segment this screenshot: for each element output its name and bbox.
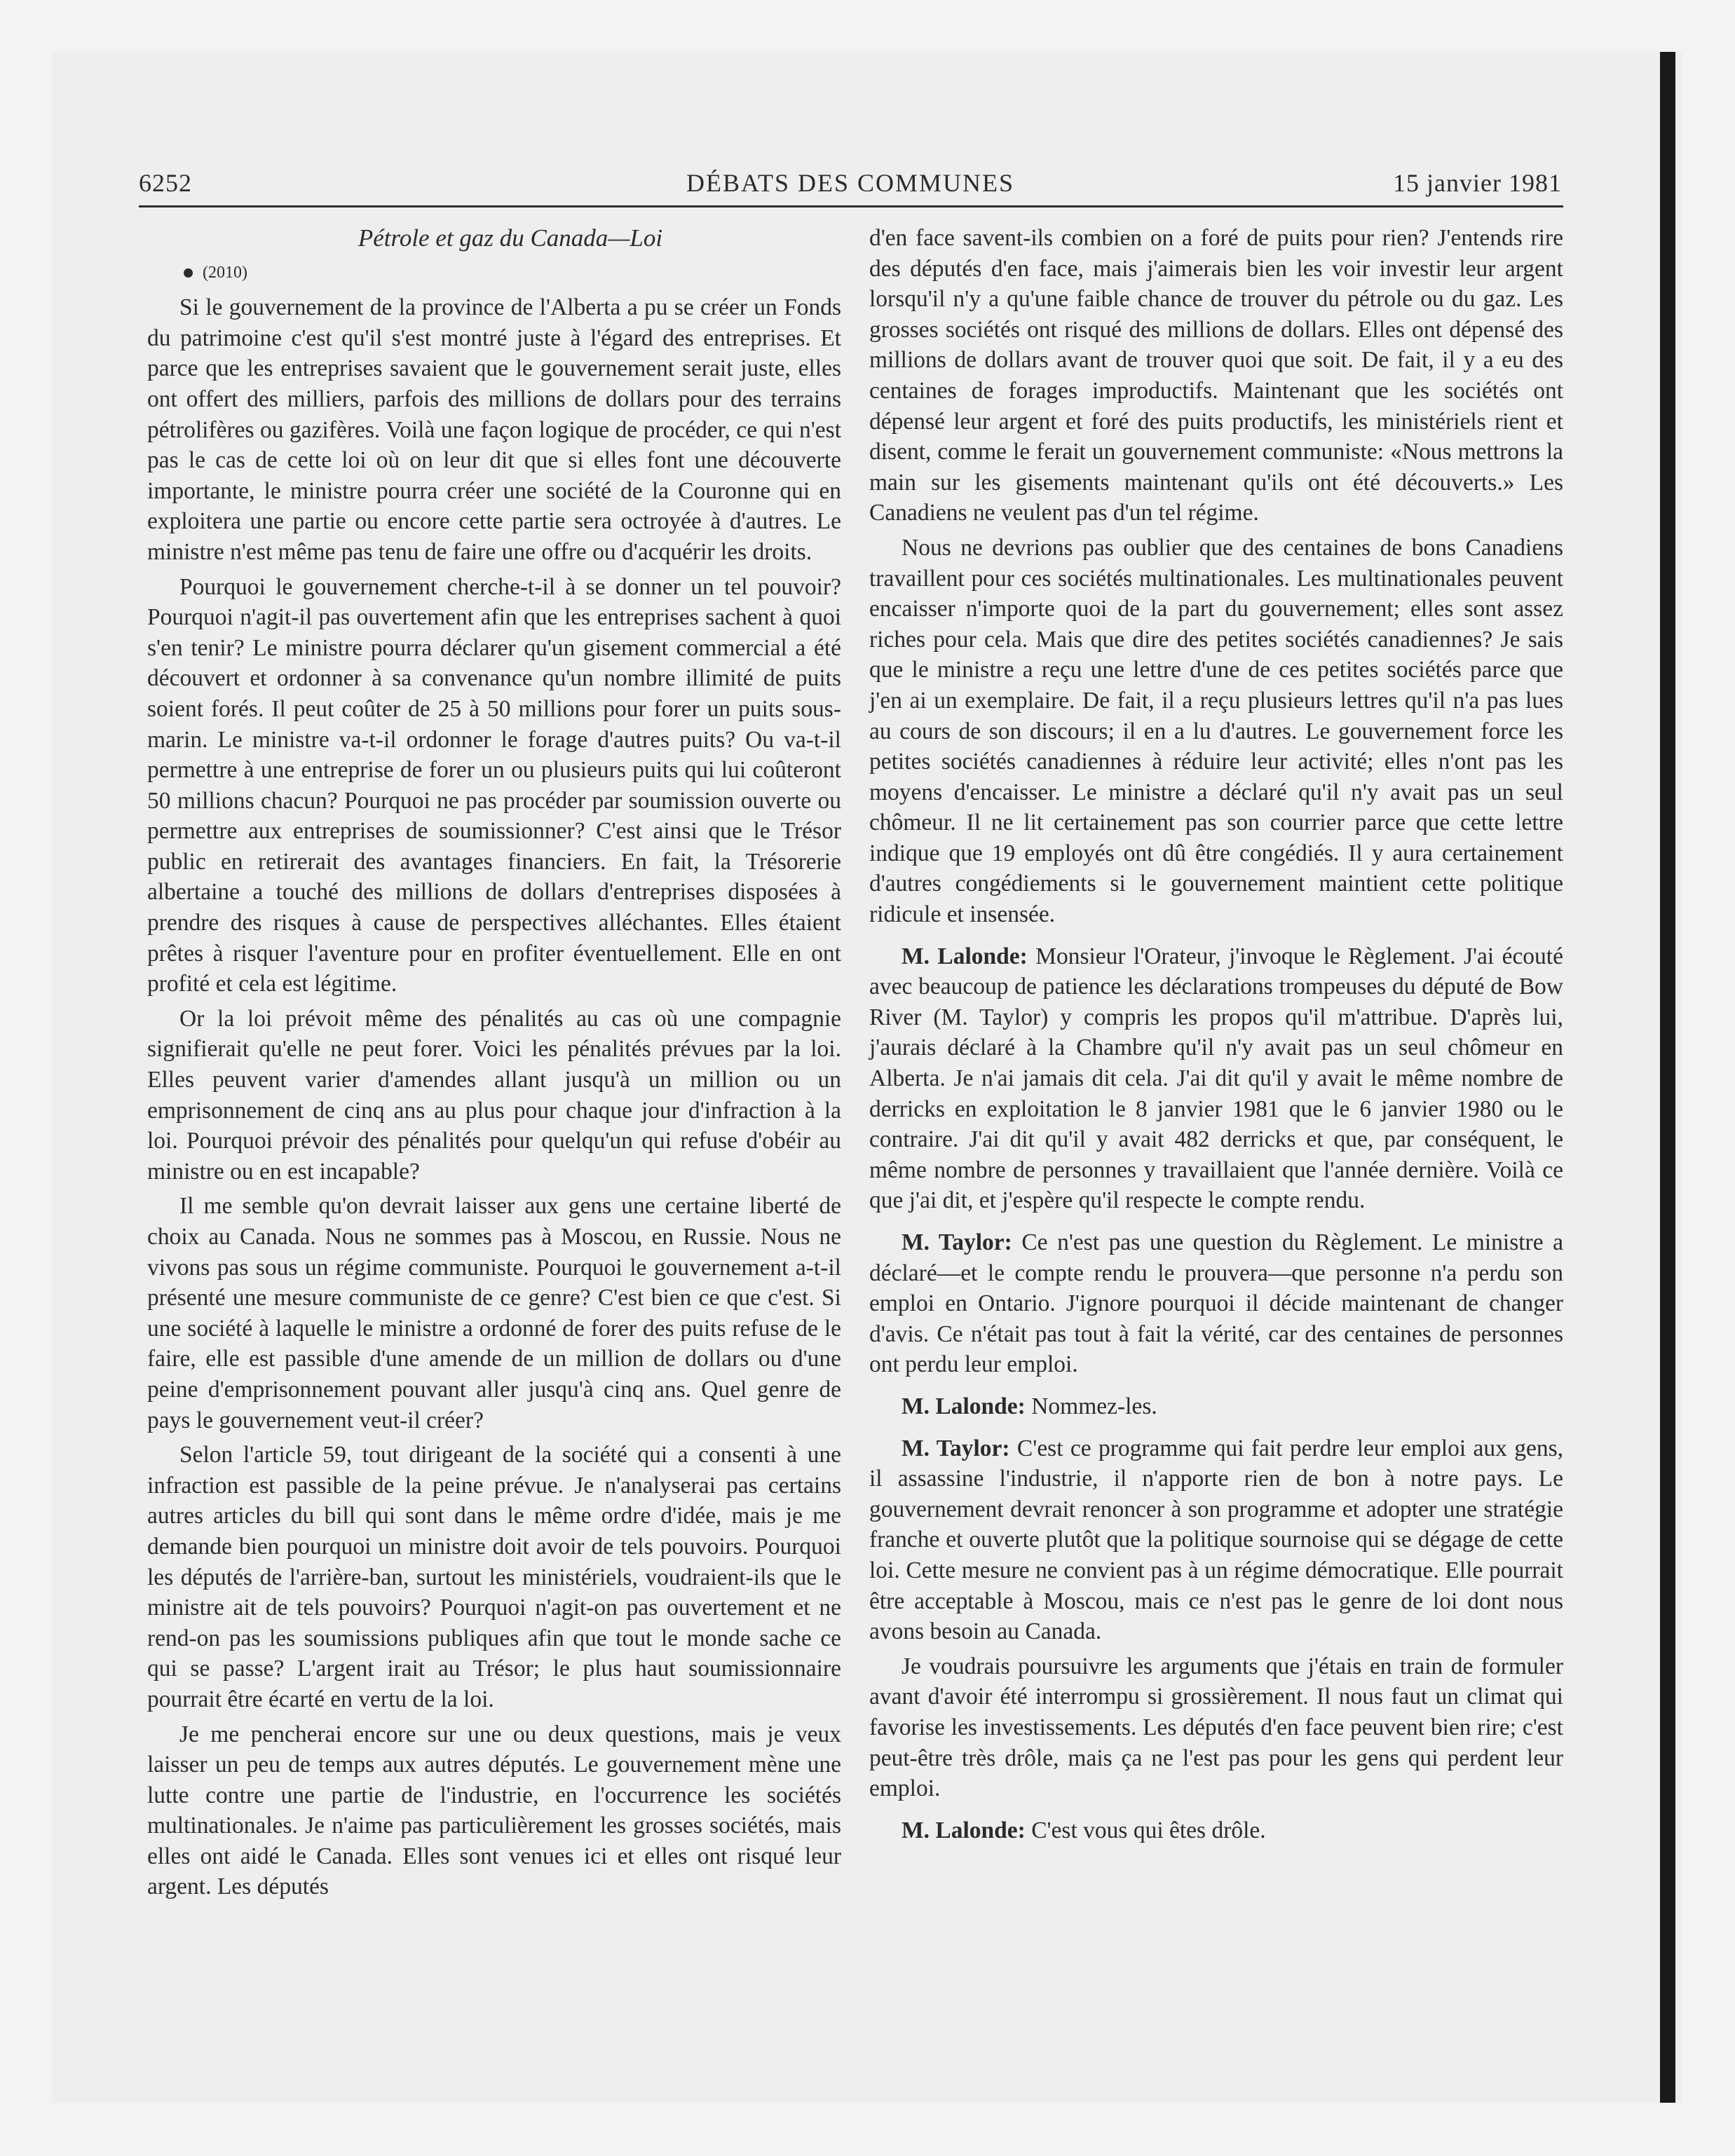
paragraph-continuation: d'en face savent-ils combien on a foré de puits pour rien? J'entends rire des députés d'en face, mais j'aimerais bien les voir investir leur argent lorsqu'il n'y a qu'une faible chance de trouver du pétrole ou du gaz. Les grosses sociétés ont risqué des millions de dollars. Elles ont dépensé des millions de dollars avant de trouver quoi que soit. De fait, il y a eu des centaines de forages improductifs. Maintenant que les sociétés ont dépensé leur argent et foré des puits productifs, les ministériels rient et disent, comme le ferait un gouvernement communiste: «Nous mettrons la main sur les gisements maintenant qu'ils ont été découverts.» Les Canadiens ne veulent pas d'un tel régime.: [869, 225, 1563, 526]
speaker-name: M. Lalonde:: [901, 943, 1028, 969]
header-rule: [139, 205, 1563, 207]
speaker-name: M. Taylor:: [901, 1435, 1010, 1461]
publication-title: DÉBATS DES COMMUNES: [686, 169, 1015, 197]
time-marker-text: (2010): [203, 263, 247, 282]
bullet-icon: [184, 268, 193, 278]
speech-text: Ce n'est pas une question du Règlement. Le ministre a déclaré—et le compte rendu le prouvera—que personne n'a perdu son emploi en Ontario. J'ignore pourquoi il décide maintenant de changer d'avis. Ce n'était pas tout à fait la vérité, car des centaines de personnes ont perdu leur emploi.: [869, 1229, 1563, 1378]
publication-date: 15 janvier 1981: [1393, 169, 1562, 197]
left-column: [147, 223, 841, 1906]
paragraph: Il me semble qu'on devrait laisser aux gens une certaine liberté de choix au Canada. Nous ne sommes pas à Moscou, en Russie. Nous ne vivons pas sous un régime communiste. Pourquoi le gouvernement a-t-il présenté une mesure communiste de ce genre? C'est bien ce que c'est. Si une société à laquelle le ministre a ordonné de forer des puits refuse de le faire, elle est passible d'une amende de un million de dollars ou d'une peine d'emprisonnement pouvant aller jusqu'à cinq ans. Quel genre de pays le gouvernement veut-il créer?: [147, 1193, 841, 1433]
paragraph: Pourquoi le gouvernement cherche-t-il à se donner un tel pouvoir? Pourquoi n'agit-il pas ouvertement afin que les entreprises sachent à quoi s'en tenir? Le ministre pourra déclarer qu'un gisement commercial a été découvert et ordonner à sa convenance qu'un nombre illimité de puits soient forés. Il peut coûter de 25 à 50 millions pour forer un puits sous-marin. Le ministre va-t-il ordonner le forage d'autres puits? Ou va-t-il permettre à une entreprise de forer un ou plusieurs puits qui lui coûteront 50 millions chacun? Pourquoi ne pas procéder par soumission ouverte ou permettre aux entreprises de soumissionner? C'est ainsi que le Trésor public en retirerait des avantages financiers. En fait, la Trésorerie albertaine a touché des millions de dollars d'entreprises disposées à prendre des risques à cause de perspectives alléchantes. Elles étaient prêtes à risquer l'aventure pour en profiter éventuellement. Elle en ont profité et cela est légitime.: [147, 573, 841, 997]
speech: [869, 1227, 1563, 1380]
speech-text: Monsieur l'Orateur, j'invoque le Règlement. J'ai écouté avec beaucoup de patience les déclarations trompeuses du député de Bow River (M. Taylor) y compris les propos qu'il m'attribue. D'après lui, j'aurais déclaré à la Chambre qu'il n'y avait pas un seul chômeur en Alberta. Je n'ai jamais dit cela. J'ai dit qu'il y avait le même nombre de derricks en exploitation le 8 janvier 1981 que le 6 janvier 1980 ou le contraire. J'ai dit qu'il y avait 482 derricks et que, par conséquent, le même nombre de personnes y travaillaient que l'année dernière. Voilà ce que j'ai dit, et j'espère qu'il respecte le compte rendu.: [869, 943, 1563, 1214]
page-header: [139, 168, 1562, 203]
time-marker: [147, 258, 841, 289]
paragraph: Si le gouvernement de la province de l'Alberta a pu se créer un Fonds du patrimoine c'est qu'il s'est montré juste à l'égard des entreprises. Et parce que les entreprises savaient que le gouvernement serait juste, elles ont offert des milliers, parfois des millions de dollars pour des terrains pétrolifères ou gazifères. Voilà une façon logique de procéder, ce qui n'est pas le cas de cette loi où on leur dit que si elles font une découverte importante, le ministre pourra créer une société de la Couronne qui en exploitera une partie ou encore cette partie sera octroyée à d'autres. Le ministre n'est même pas tenu de faire une offre ou d'acquérir les droits.: [147, 294, 841, 565]
paragraph: Or la loi prévoit même des pénalités au cas où une compagnie signifierait qu'elle ne peut forer. Voici les pénalités prévues par la loi. Elles peuvent varier d'amendes allant jusqu'à un million ou un emprisonnement de cinq ans au plus pour chaque jour d'infraction à la loi. Pourquoi prévoir des pénalités pour quelqu'un qui refuse d'obéir au ministre ou en est incapable?: [147, 1005, 841, 1185]
speaker-name: M. Lalonde:: [901, 1393, 1026, 1419]
speech: [869, 1391, 1563, 1422]
scan-edge-bar: [1660, 52, 1675, 2103]
speech: [869, 1815, 1563, 1846]
speaker-name: M. Taylor:: [901, 1229, 1012, 1255]
speech: [869, 1433, 1563, 1647]
speech: [869, 941, 1563, 1216]
paragraph: Je voudrais poursuivre les arguments que j'étais en train de formuler avant d'avoir été interrompu si grossièrement. Il nous faut un climat qui favorise les investissements. Les députés d'en face peuvent bien rire; c'est peut-être très drôle, mais ça ne l'est pas pour les gens qui perdent leur emploi.: [869, 1653, 1563, 1802]
speaker-name: M. Lalonde:: [901, 1817, 1026, 1843]
paragraph: Je me pencherai encore sur une ou deux questions, mais je veux laisser un peu de temps aux autres députés. Le gouvernement mène une lutte contre une partie de l'industrie, en l'occurrence les sociétés multinationales. Je n'aime pas particulièrement les grosses sociétés, mais elles ont aidé le Canada. Elles sont venues ici et elles ont risqué leur argent. Les députés: [147, 1721, 841, 1900]
speech-text: Nommez-les.: [1025, 1393, 1157, 1419]
speech-text: C'est vous qui êtes drôle.: [1025, 1817, 1266, 1843]
paragraph: Selon l'article 59, tout dirigeant de la société qui a consenti à une infraction est passible de la peine prévue. Je n'analyserai pas certains autres articles du bill qui sont dans le même ordre d'idée, mais je me demande bien pourquoi un ministre doit avoir de tels pouvoirs. Pourquoi les députés de l'arrière-ban, surtout les ministériels, voudraient-ils que le ministre ait de tels pouvoirs? Pourquoi n'agit-on pas ouvertement et ne rend-on pas les soumissions publiques afin que tout le monde sache ce qui se passe? L'argent irait au Trésor; le plus haut soumissionnaire pourrait être écarté en vertu de la loi.: [147, 1442, 841, 1712]
speech-text: C'est ce programme qui fait perdre leur emploi aux gens, il assassine l'industrie, il n'apporte rien de bon à notre pays. Le gouvernement devrait renoncer à son programme et adopter une stratégie franche et ouverte plutôt que la politique sournoise qui se dégage de cette loi. Cette mesure ne convient pas à un régime démocratique. Elle pourrait être acceptable à Moscou, mais ce n'est pas le genre de loi dont nous avons besoin au Canada.: [869, 1435, 1564, 1645]
page-number: 6252: [139, 169, 192, 197]
section-title: Pétrole et gaz du Canada—Loi: [358, 224, 663, 252]
paragraph: Nous ne devrions pas oublier que des centaines de bons Canadiens travaillent pour ces sociétés multinationales. Les multinationales peuvent encaisser n'importe quoi de la part du gouvernement; elles sont assez riches pour cela. Mais que dire des petites sociétés canadiennes? Je sais que le ministre a reçu une lettre d'une de ces petites sociétés parce que j'en ai un exemplaire. De fait, il a reçu plusieurs lettres qu'il n'a pas lues au cours de son discours; il en a lu d'autres. Le gouvernement force les petites sociétés canadiennes à réduire leur activité; elles n'ont pas les moyens d'encaisser. Le ministre a déclaré qu'il n'y avait pas un seul chômeur. Il ne lit certainement pas son courrier parce que cette lettre indique que 19 employés ont dû être congédiés. Il y aura certainement d'autres congédiements si le gouvernement maintient cette politique ridicule et insensée.: [869, 534, 1563, 928]
right-column: [869, 223, 1563, 1850]
